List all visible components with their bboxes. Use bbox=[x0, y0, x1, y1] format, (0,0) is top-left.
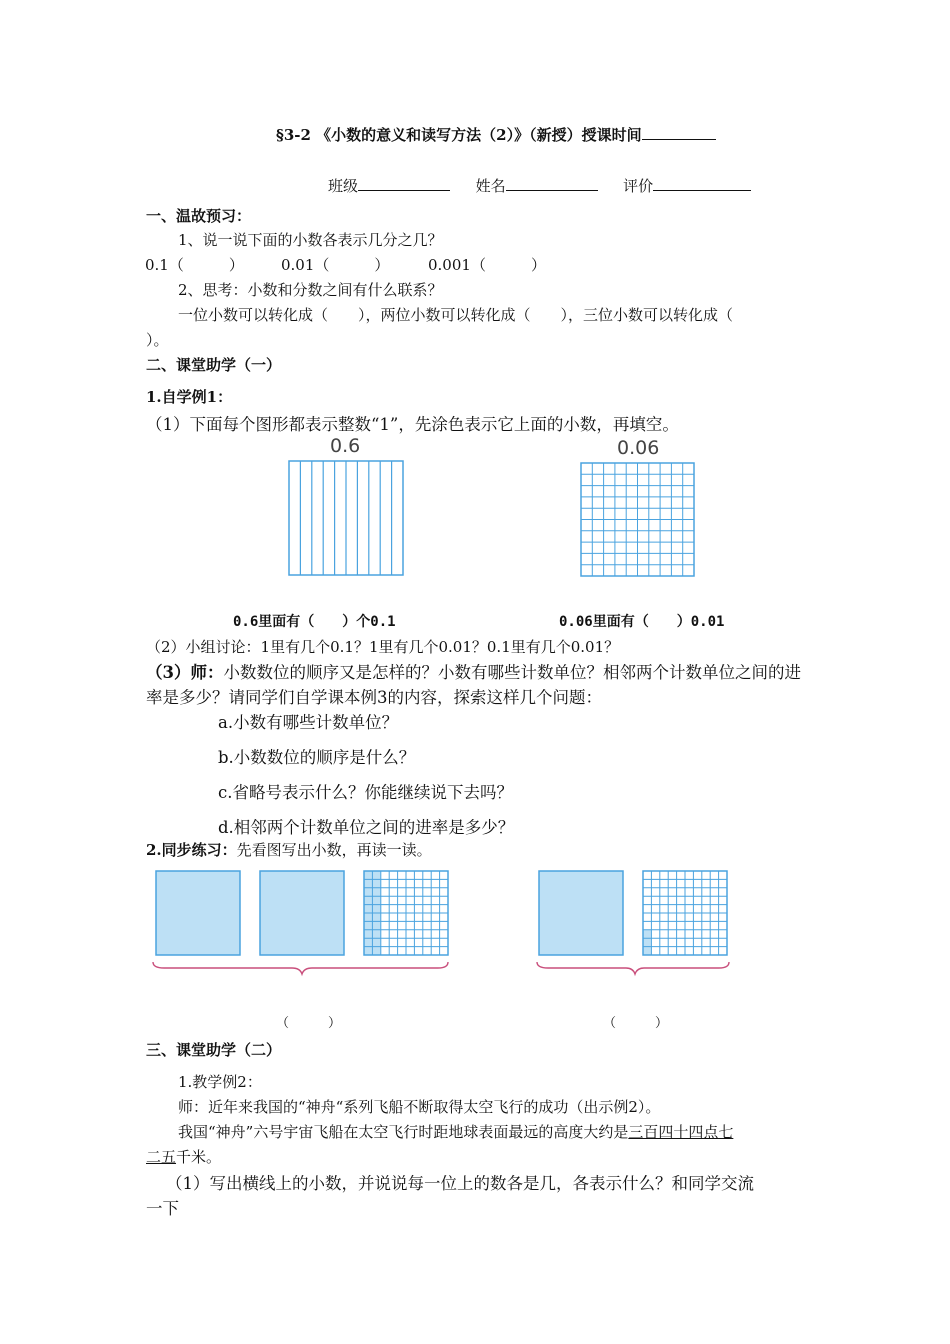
s1-question1: 1、说一说下面的小数各表示几分之几？ bbox=[178, 231, 443, 249]
section3-heading: 三、课堂助学（二） bbox=[146, 1041, 282, 1059]
sub-question-a: a.小数有哪些计数单位？ bbox=[218, 713, 399, 732]
grade-field[interactable] bbox=[653, 176, 751, 191]
page-title: §3-2 《小数的意义和读写方法（2）》（新授）授课时间 bbox=[276, 124, 716, 145]
name-field[interactable] bbox=[506, 176, 598, 191]
partial-grid-1 bbox=[364, 871, 448, 955]
p3-underlined: 二五 bbox=[146, 1148, 177, 1166]
brace-1 bbox=[153, 962, 448, 974]
full-square-3 bbox=[539, 871, 623, 955]
brace-2 bbox=[537, 962, 729, 974]
shaded-cell bbox=[643, 947, 651, 955]
shaded-cell bbox=[643, 930, 651, 938]
tenths-grid[interactable] bbox=[288, 460, 404, 576]
s3-question1: （1）写出横线上的小数，并说说每一位上的数各是几，各表示什么？和同学交流 bbox=[166, 1174, 754, 1193]
student-info-row bbox=[328, 175, 751, 196]
sub-question-b: b.小数数位的顺序是什么？ bbox=[218, 748, 416, 767]
grade-label: 评价 bbox=[623, 177, 654, 195]
s1-answer-01[interactable]: 0.1（ ） bbox=[145, 256, 244, 274]
section2-heading: 二、课堂助学（一） bbox=[146, 356, 282, 374]
sub-question-c: c.省略号表示什么？你能继续说下去吗？ bbox=[218, 783, 513, 802]
full-square-2 bbox=[260, 871, 344, 955]
s3-paragraph3 bbox=[146, 1146, 221, 1167]
s3-question1-cont: 一下 bbox=[146, 1199, 179, 1218]
s1-answer-001[interactable]: 0.01（ ） bbox=[281, 256, 390, 274]
s3-paragraph2 bbox=[178, 1121, 733, 1142]
sub-question-d: d.相邻两个计数单位之间的进率是多少？ bbox=[218, 818, 515, 837]
s1-q2-line2: ）。 bbox=[146, 331, 169, 349]
fill-blank-2[interactable]: 0.06里面有（ ）0.01 bbox=[559, 614, 725, 630]
fill-blank-1[interactable]: 0.6里面有（ ）个0.1 bbox=[233, 614, 396, 630]
class-field[interactable] bbox=[358, 176, 450, 191]
p2-text: 我国“神舟”六号宇宙飞船在太空飞行时距地球表面最远的高度大约是 bbox=[178, 1123, 629, 1141]
p3-text: 千米。 bbox=[176, 1148, 222, 1166]
partial-grid-2 bbox=[643, 871, 727, 955]
q3-prefix: （3）师： bbox=[146, 663, 224, 682]
example3-title: 1.教学例2： bbox=[178, 1073, 262, 1091]
name-label: 姓名 bbox=[475, 177, 506, 195]
example1-question2: （2）小组讨论：1里有几个0.1？1里有几个0.01？0.1里有几个0.01？ bbox=[146, 638, 620, 656]
example1-question1: （1）下面每个图形都表示整数“1”，先涂色表示它上面的小数，再填空。 bbox=[146, 415, 679, 434]
s1-question2: 2、思考：小数和分数之间有什么联系？ bbox=[178, 281, 443, 299]
hundredths-grid[interactable] bbox=[580, 462, 695, 577]
full-square-1 bbox=[156, 871, 240, 955]
s1-q2-line1: 一位小数可以转化成（ ），两位小数可以转化成（ ），三位小数可以转化成（ bbox=[178, 306, 734, 324]
s1-answer-0001[interactable]: 0.001（ ） bbox=[428, 256, 546, 274]
shaded-cell bbox=[643, 938, 651, 946]
fig1-label: 0.6 bbox=[330, 435, 361, 457]
fig2-label: 0.06 bbox=[617, 437, 660, 459]
s3-paragraph1: 师：近年来我国的“神舟“系列飞船不断取得太空飞行的成功（出示例2）。 bbox=[178, 1098, 661, 1116]
example1-question3-line2: 率是多少？请同学们自学课本例3的内容，探索这样几个问题： bbox=[146, 688, 602, 707]
p2-underlined: 三百四十四点七 bbox=[628, 1123, 734, 1141]
practice-answer-2[interactable]: （ ） bbox=[603, 1016, 669, 1031]
section1-heading: 一、温故预习： bbox=[146, 207, 252, 225]
example2-text: 先看图写出小数，再读一读。 bbox=[236, 841, 432, 859]
example1-question3-line1 bbox=[146, 659, 801, 683]
q3-text: 小数数位的顺序又是怎样的？小数有哪些计数单位？相邻两个计数单位之间的进 bbox=[223, 663, 801, 682]
practice-answer-1[interactable]: （ ） bbox=[276, 1016, 342, 1031]
class-label: 班级 bbox=[328, 177, 359, 195]
example1-title: 1.自学例1： bbox=[146, 388, 233, 406]
practice-figure-2 bbox=[534, 866, 734, 978]
practice-figure-1 bbox=[150, 866, 455, 978]
example2-title: 2.同步练习： bbox=[146, 841, 237, 859]
example2-heading bbox=[146, 839, 432, 860]
